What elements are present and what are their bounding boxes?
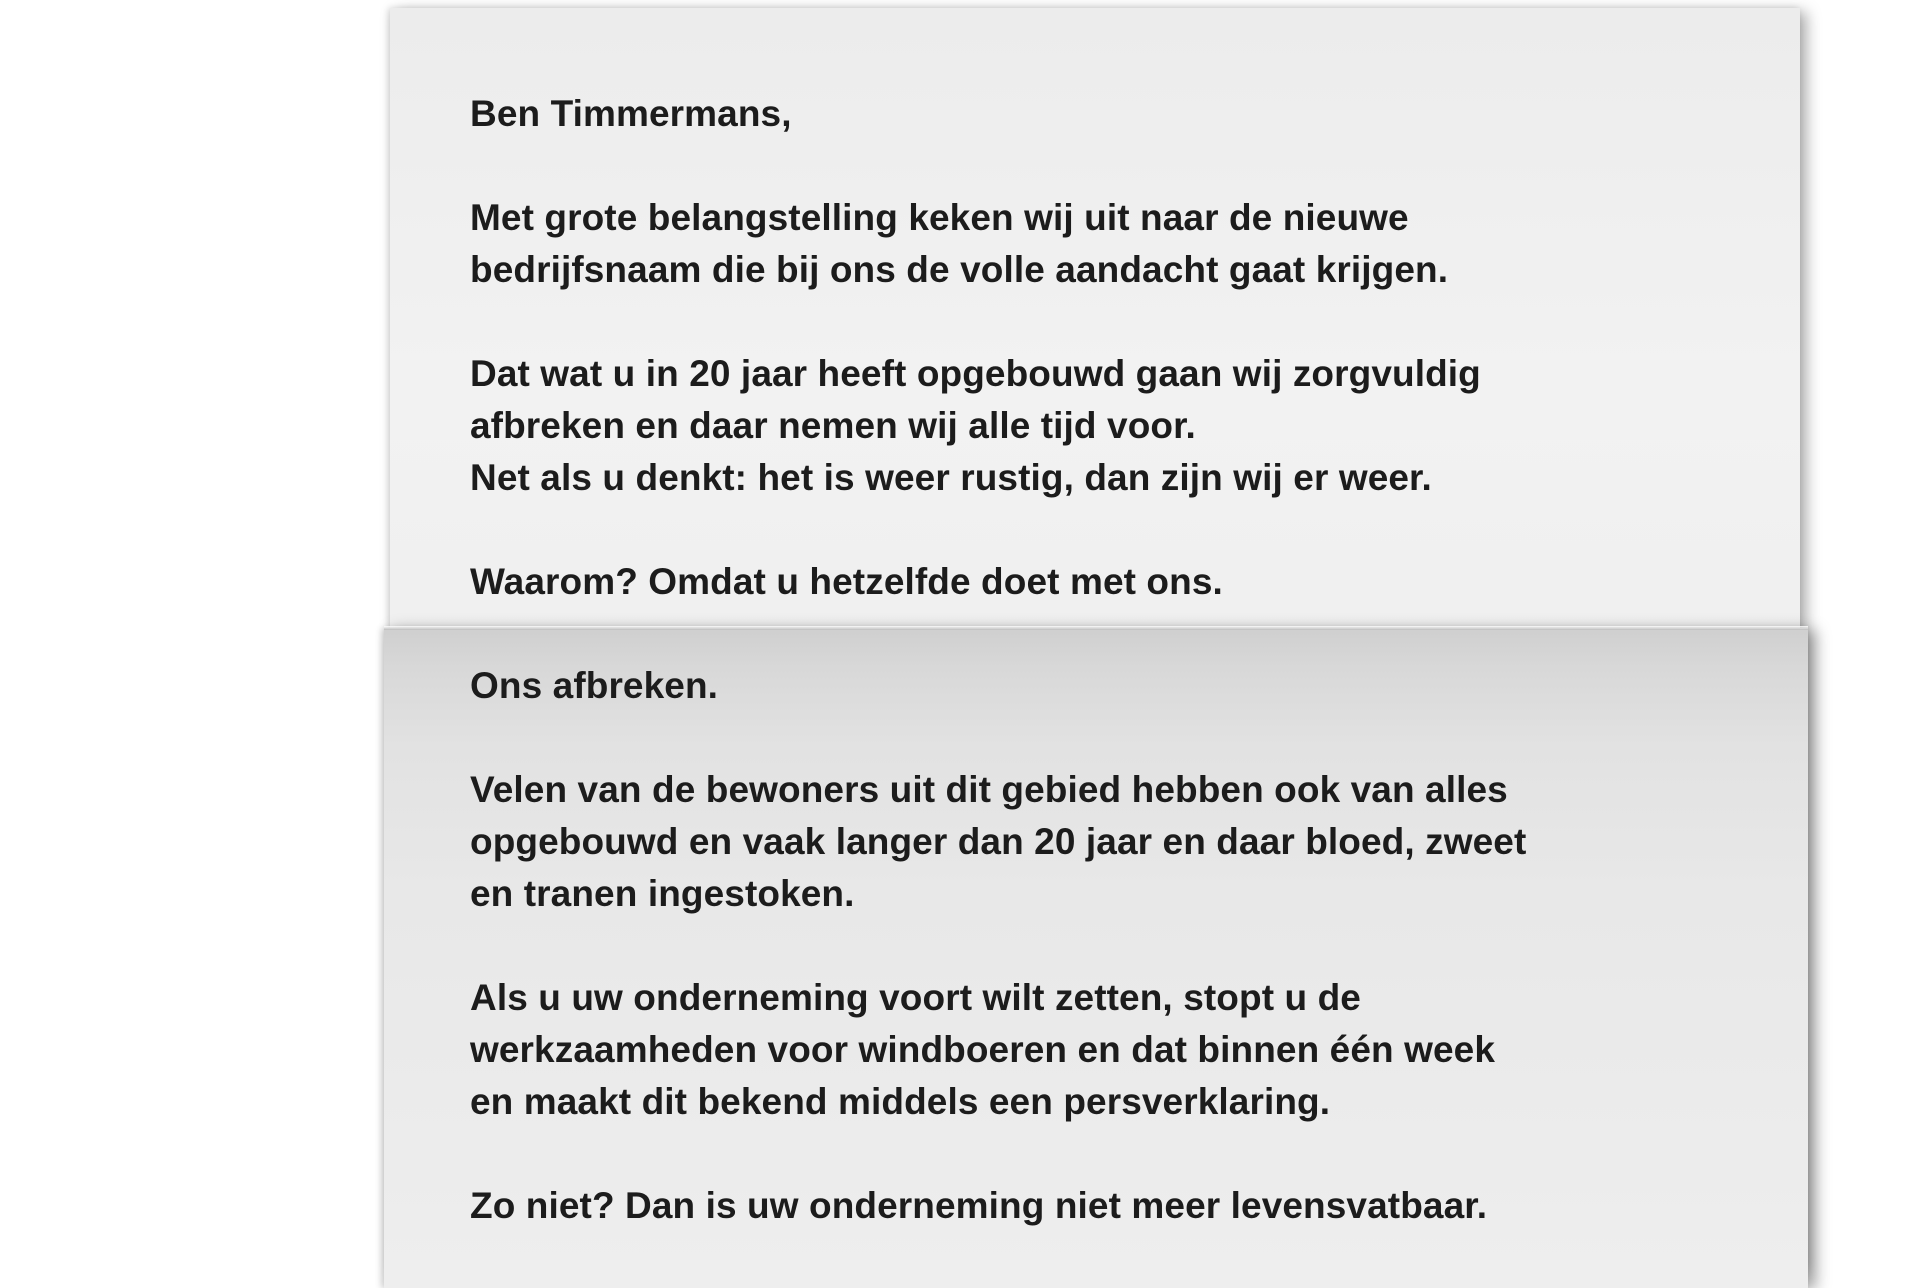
letter-body [470,88,1620,1284]
letter-line: en maakt dit bekend middels een persverklaring. [470,1081,1331,1122]
letter-paragraph [470,972,1620,1128]
letter-paragraph [470,556,1620,608]
letter-line: Zo niet? Dan is uw onderneming niet meer levensvatbaar. [470,1185,1488,1226]
letter-line: bedrijfsnaam die bij ons de volle aandacht gaat krijgen. [470,249,1449,290]
letter-line: Waarom? Omdat u hetzelfde doet met ons. [470,561,1223,602]
letter-paragraph [470,88,1620,140]
letter-line: afbreken en daar nemen wij alle tijd voor. [470,405,1196,446]
letter-paragraph [470,192,1620,296]
letter-line: Velen van de bewoners uit dit gebied hebben ook van alles [470,769,1508,810]
letter-line: Net als u denkt: het is weer rustig, dan zijn wij er weer. [470,457,1432,498]
letter-paragraph [470,348,1620,504]
letter-salutation: Ben Timmermans, [470,93,792,134]
letter-line: Dat wat u in 20 jaar heeft opgebouwd gaan wij zorgvuldig [470,353,1481,394]
letter-paragraph [470,1180,1620,1232]
letter-paragraph [470,660,1620,712]
letter-line: en tranen ingestoken. [470,873,855,914]
letter-line: Met grote belangstelling keken wij uit naar de nieuwe [470,197,1409,238]
letter-line: opgebouwd en vaak langer dan 20 jaar en daar bloed, zweet [470,821,1527,862]
letter-line: Als u uw onderneming voort wilt zetten, stopt u de [470,977,1361,1018]
letter-paragraph [470,764,1620,920]
letter-line: Ons afbreken. [470,665,719,706]
letter-line: werkzaamheden voor windboeren en dat binnen één week [470,1029,1496,1070]
